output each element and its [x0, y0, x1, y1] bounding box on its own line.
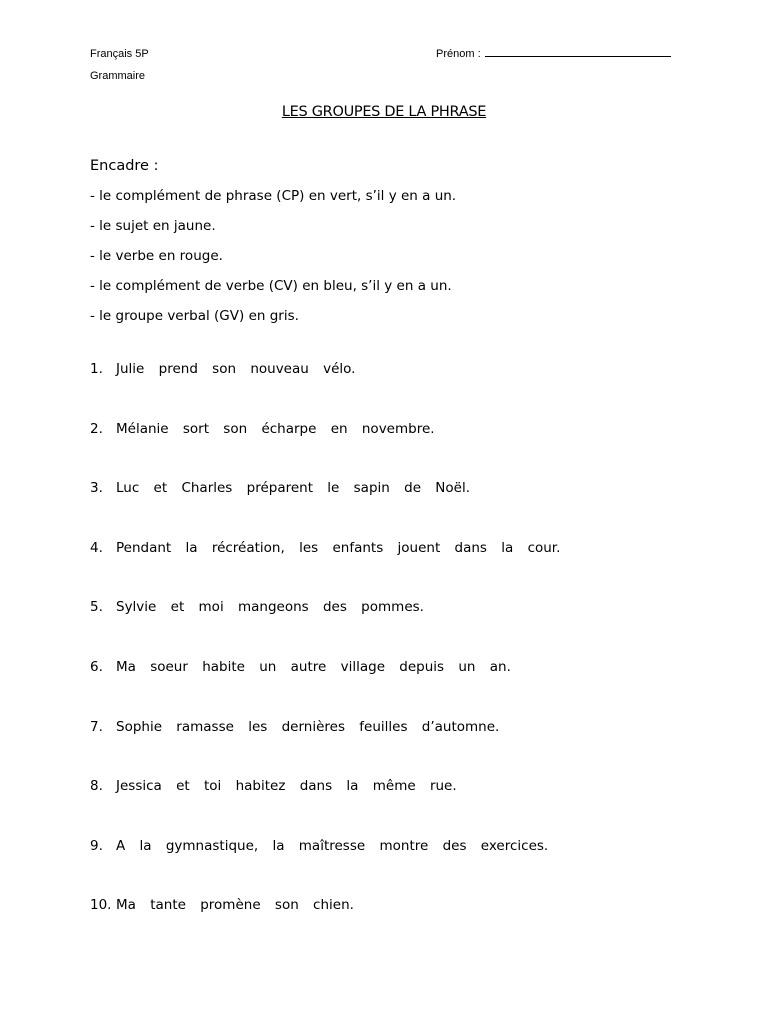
sentence-item: [90, 894, 690, 954]
sentence-text: Ma soeur habite un autre village depuis un an.: [116, 658, 511, 675]
instruction-item: - le groupe verbal (GV) en gris.: [90, 308, 299, 324]
sentence-number: 9.: [90, 837, 103, 854]
sentence-item: [90, 537, 690, 597]
sentence-item: [90, 656, 690, 716]
sentence-text: Pendant la récréation, les enfants jouent dans la cour.: [116, 539, 561, 556]
sentence-item: [90, 716, 690, 776]
sentence-item: [90, 358, 690, 418]
instruction-item: - le complément de phrase (CP) en vert, s’il y en a un.: [90, 188, 457, 204]
sentence-number: 10.: [90, 897, 112, 914]
sentence-number: 4.: [90, 539, 103, 556]
name-field: [436, 43, 671, 65]
name-blank-line: [485, 45, 671, 57]
sentence-text: Sophie ramasse les dernières feuilles d’automne.: [116, 718, 500, 735]
sentence-text: Luc et Charles préparent le sapin de Noël.: [116, 480, 470, 497]
sentence-number: 7.: [90, 718, 103, 735]
sentence-item: [90, 418, 690, 478]
instruction-item: - le verbe en rouge.: [90, 248, 223, 264]
sentence-item: [90, 477, 690, 537]
page-title: LES GROUPES DE LA PHRASE: [281, 104, 487, 120]
sentence-text: Mélanie sort son écharpe en novembre.: [116, 420, 435, 437]
sentence-number: 8.: [90, 778, 103, 795]
header-left: [90, 43, 149, 87]
sentence-item: [90, 596, 690, 656]
sentence-text: A la gymnastique, la maîtresse montre des exercices.: [116, 837, 549, 854]
instructions-heading: Encadre :: [90, 158, 159, 174]
sentence-item: [90, 775, 690, 835]
sentence-text: Julie prend son nouveau vélo.: [116, 361, 356, 377]
sentence-number: 5.: [90, 599, 103, 616]
sentence-list: [90, 358, 690, 954]
topic-label: Grammaire: [90, 70, 146, 82]
sentence-number: 2.: [90, 420, 103, 437]
sentence-text: Jessica et toi habitez dans la même rue.: [116, 778, 457, 795]
subject-label: Français 5P: [90, 48, 149, 60]
sentence-number: 6.: [90, 658, 103, 675]
sentence-number: 1.: [90, 361, 103, 377]
sentence-text: Ma tante promène son chien.: [116, 897, 354, 914]
instructions: [90, 151, 456, 331]
sentence-text: Sylvie et moi mangeons des pommes.: [116, 599, 424, 616]
name-label: Prénom :: [436, 48, 481, 60]
instruction-item: - le sujet en jaune.: [90, 218, 216, 234]
instruction-item: - le complément de verbe (CV) en bleu, s’il y en a un.: [90, 278, 452, 294]
sentence-number: 3.: [90, 480, 103, 497]
sentence-item: [90, 835, 690, 895]
